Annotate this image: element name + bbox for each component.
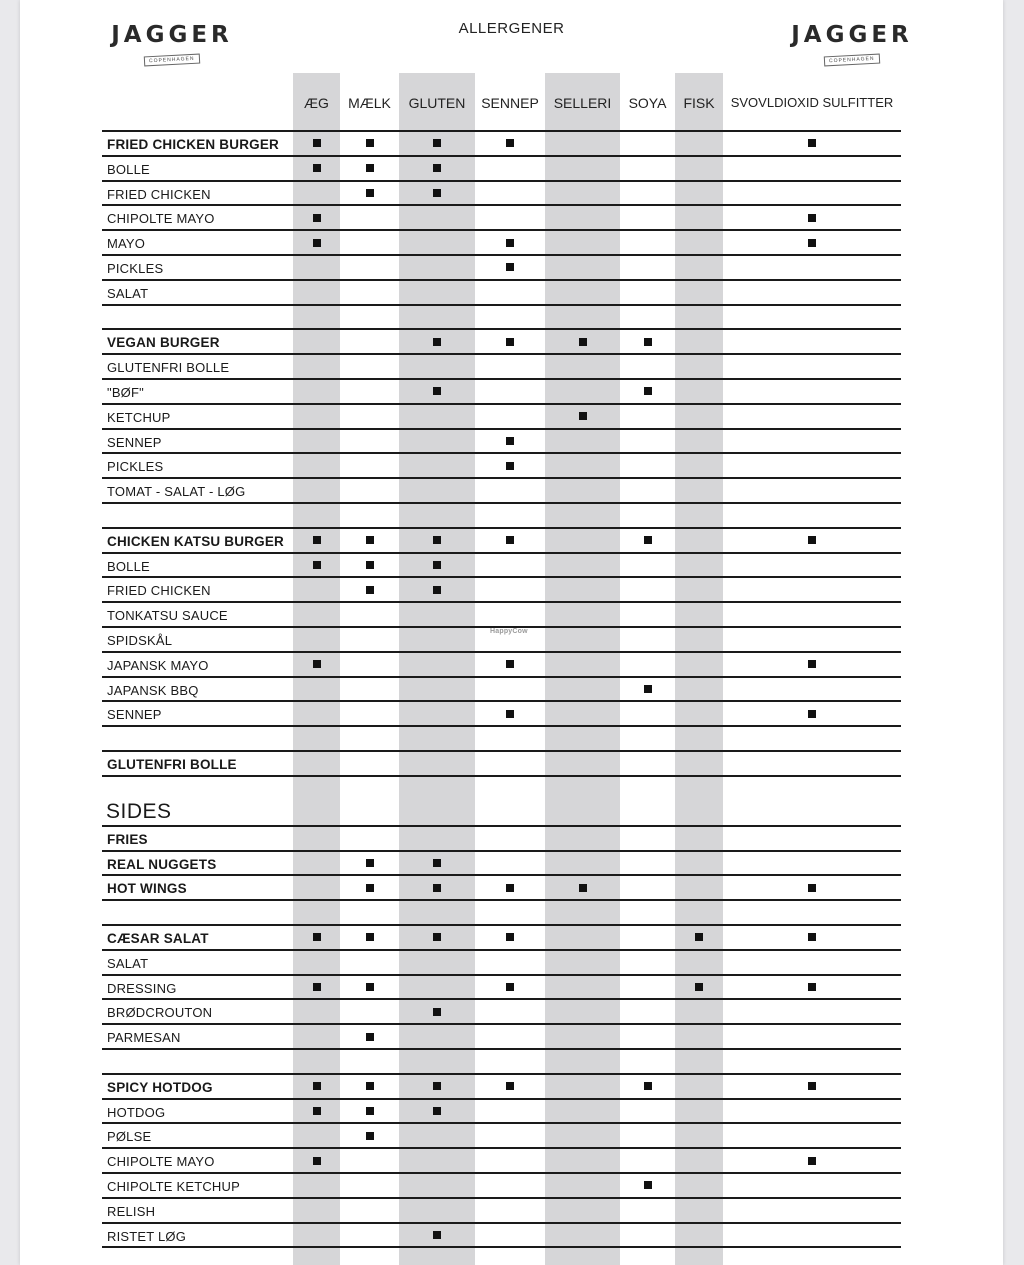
row-divider (102, 576, 901, 578)
ingredient-name: JAPANSK MAYO (107, 657, 209, 673)
allergen-mark-sennep (506, 139, 514, 147)
allergen-mark-maelk (366, 884, 374, 892)
allergen-mark-gluten (433, 1107, 441, 1115)
column-header-soya: SOYA (628, 95, 667, 111)
allergen-mark-aeg (313, 139, 321, 147)
row-divider (102, 601, 901, 603)
ingredient-name: SALAT (107, 955, 149, 971)
ingredient-name: JAPANSK BBQ (107, 682, 199, 698)
ingredient-name: GLUTENFRI BOLLE (107, 360, 230, 376)
row-divider (102, 1172, 901, 1174)
column-shade-selleri (545, 73, 620, 1265)
row-divider (102, 552, 901, 554)
ingredient-name: MAYO (107, 236, 146, 252)
row-divider (102, 180, 901, 182)
row-divider (102, 304, 901, 306)
column-header-fisk: FISK (683, 95, 715, 111)
logo-wordmark: JAGGER (111, 22, 233, 48)
allergen-mark-gluten (433, 1231, 441, 1239)
allergen-mark-aeg (313, 660, 321, 668)
ingredient-name: BOLLE (107, 161, 150, 177)
allergen-mark-selleri (579, 884, 587, 892)
allergen-mark-gluten (433, 859, 441, 867)
allergen-mark-gluten (433, 387, 441, 395)
allergen-mark-sennep (506, 710, 514, 718)
row-divider (102, 155, 901, 157)
allergen-mark-sulfit (808, 983, 816, 991)
ingredient-name: TOMAT - SALAT - LØG (107, 484, 246, 500)
dish-name: REAL NUGGETS (107, 856, 217, 872)
allergen-mark-maelk (366, 1082, 374, 1090)
allergen-mark-sennep (506, 462, 514, 470)
ingredient-name: RELISH (107, 1203, 156, 1219)
column-header-sennep: SENNEP (481, 95, 539, 111)
row-divider (102, 452, 901, 454)
row-divider (102, 1073, 901, 1075)
allergen-mark-maelk (366, 1033, 374, 1041)
row-divider (102, 750, 901, 752)
allergen-mark-sennep (506, 933, 514, 941)
allergen-mark-fisk (695, 933, 703, 941)
allergen-mark-maelk (366, 983, 374, 991)
allergen-mark-aeg (313, 933, 321, 941)
allergen-mark-sulfit (808, 1157, 816, 1165)
allergen-mark-sulfit (808, 933, 816, 941)
allergen-mark-sulfit (808, 1082, 816, 1090)
allergen-mark-maelk (366, 189, 374, 197)
allergen-mark-soya (644, 1082, 652, 1090)
column-header-maelk: MÆLK (348, 95, 391, 111)
dish-name: CÆSAR SALAT (107, 931, 209, 946)
ingredient-name: PICKLES (107, 261, 164, 276)
allergen-mark-gluten (433, 1082, 441, 1090)
allergen-mark-sulfit (808, 139, 816, 147)
allergen-mark-sennep (506, 263, 514, 271)
allergen-mark-selleri (579, 412, 587, 420)
ingredient-name: SENNEP (107, 707, 162, 723)
row-divider (102, 1147, 901, 1149)
dish-name: VEGAN BURGER (107, 335, 220, 351)
row-divider (102, 924, 901, 926)
dish-name: GLUTENFRI BOLLE (107, 757, 237, 772)
row-divider (102, 651, 901, 653)
allergen-mark-sulfit (808, 710, 816, 718)
row-divider (102, 998, 901, 1000)
ingredient-name: BRØDCROUTON (107, 1005, 213, 1021)
logo-subtitle: COPENHAGEN (144, 54, 200, 67)
column-header-selleri: SELLERI (553, 95, 612, 111)
ingredient-name: SALAT (107, 285, 149, 301)
allergen-mark-maelk (366, 933, 374, 941)
column-header-aeg: ÆG (304, 95, 329, 111)
allergen-mark-maelk (366, 561, 374, 569)
row-divider (102, 428, 901, 430)
row-divider (102, 1246, 901, 1248)
allergen-mark-gluten (433, 536, 441, 544)
allergen-mark-aeg (313, 239, 321, 247)
allergen-mark-sennep (506, 983, 514, 991)
allergen-mark-maelk (366, 586, 374, 594)
section-heading-sides: SIDES (106, 799, 172, 823)
row-divider (102, 1222, 901, 1224)
allergen-mark-gluten (433, 164, 441, 172)
allergen-mark-gluten (433, 338, 441, 346)
allergen-mark-maelk (366, 139, 374, 147)
ingredient-name: FRIED CHICKEN (107, 186, 211, 202)
row-divider (102, 527, 901, 529)
ingredient-name: PICKLES (107, 459, 164, 475)
row-divider (102, 328, 901, 330)
column-header-gluten: GLUTEN (408, 95, 466, 111)
allergen-mark-maelk (366, 536, 374, 544)
allergen-mark-aeg (313, 561, 321, 569)
ingredient-name: BOLLE (107, 558, 150, 574)
allergen-mark-sulfit (808, 884, 816, 892)
allergen-mark-fisk (695, 983, 703, 991)
ingredient-name: CHIPOLTE MAYO (107, 211, 215, 227)
ingredient-name: CHIPOLTE KETCHUP (107, 1179, 240, 1194)
row-divider (102, 353, 901, 355)
allergen-mark-soya (644, 685, 652, 693)
allergen-mark-soya (644, 536, 652, 544)
allergen-mark-soya (644, 338, 652, 346)
column-header-sulfit: SVOVLDIOXID SULFITTER (730, 95, 894, 110)
allergen-mark-aeg (313, 1107, 321, 1115)
column-shade-fisk (675, 73, 723, 1265)
page-title: ALLERGENER (458, 20, 565, 37)
row-divider (102, 1122, 901, 1124)
allergen-mark-sennep (506, 1082, 514, 1090)
row-divider (102, 899, 901, 901)
ingredient-name: KETCHUP (107, 409, 171, 425)
allergen-mark-sulfit (808, 214, 816, 222)
row-divider (102, 130, 901, 132)
allergen-mark-gluten (433, 561, 441, 569)
dish-name: CHICKEN KATSU BURGER (107, 533, 285, 549)
allergen-mark-sennep (506, 536, 514, 544)
ingredient-name: FRIED CHICKEN (107, 583, 211, 599)
allergen-mark-maelk (366, 1107, 374, 1115)
ingredient-name: "BØF" (107, 385, 144, 400)
ingredient-name: RISTET LØG (107, 1228, 187, 1244)
allergen-mark-selleri (579, 338, 587, 346)
row-divider (102, 775, 901, 777)
ingredient-name: PØLSE (107, 1129, 152, 1145)
allergen-mark-maelk (366, 859, 374, 867)
allergen-mark-maelk (366, 164, 374, 172)
allergen-mark-soya (644, 387, 652, 395)
row-divider (102, 700, 901, 702)
allergen-mark-sulfit (808, 536, 816, 544)
dish-name: SPICY HOTDOG (107, 1079, 213, 1095)
dish-name: HOT WINGS (107, 881, 187, 897)
allergen-mark-gluten (433, 189, 441, 197)
allergen-mark-gluten (433, 139, 441, 147)
row-divider (102, 825, 901, 827)
row-divider (102, 229, 901, 231)
allergen-mark-sennep (506, 338, 514, 346)
allergen-mark-sulfit (808, 660, 816, 668)
row-divider (102, 874, 901, 876)
row-divider (102, 1023, 901, 1025)
ingredient-name: PARMESAN (107, 1030, 181, 1046)
allergen-mark-aeg (313, 1082, 321, 1090)
row-divider (102, 1197, 901, 1199)
allergen-mark-aeg (313, 983, 321, 991)
allergen-mark-gluten (433, 933, 441, 941)
allergen-mark-maelk (366, 1132, 374, 1140)
allergen-mark-gluten (433, 586, 441, 594)
allergen-mark-aeg (313, 214, 321, 222)
allergen-mark-aeg (313, 164, 321, 172)
allergen-mark-soya (644, 1181, 652, 1189)
row-divider (102, 204, 901, 206)
jagger-logo-right (782, 22, 922, 66)
logo-wordmark: JAGGER (791, 22, 913, 48)
allergen-mark-aeg (313, 536, 321, 544)
row-divider (102, 403, 901, 405)
allergen-mark-gluten (433, 1008, 441, 1016)
row-divider (102, 725, 901, 727)
allergen-mark-sulfit (808, 239, 816, 247)
ingredient-name: SENNEP (107, 434, 162, 450)
row-divider (102, 279, 901, 281)
row-divider (102, 502, 901, 504)
allergen-mark-sennep (506, 884, 514, 892)
row-divider (102, 378, 901, 380)
allergen-mark-gluten (433, 884, 441, 892)
allergen-sheet (20, 0, 1003, 1265)
row-divider (102, 1048, 901, 1050)
logo-subtitle: COPENHAGEN (824, 54, 880, 67)
ingredient-name: HOTDOG (107, 1104, 166, 1120)
row-divider (102, 477, 901, 479)
ingredient-name: TONKATSU SAUCE (107, 608, 228, 624)
ingredient-name: CHIPOLTE MAYO (107, 1154, 215, 1170)
dish-name: FRIES (107, 831, 148, 847)
row-divider (102, 850, 901, 852)
row-divider (102, 949, 901, 951)
ingredient-name: DRESSING (107, 980, 177, 996)
allergen-mark-sennep (506, 437, 514, 445)
happycow-watermark: HappyCow (490, 628, 528, 635)
allergen-mark-aeg (313, 1157, 321, 1165)
allergen-mark-sennep (506, 660, 514, 668)
row-divider (102, 676, 901, 678)
row-divider (102, 974, 901, 976)
row-divider (102, 1098, 901, 1100)
ingredient-name: SPIDSKÅL (107, 633, 173, 648)
dish-name: FRIED CHICKEN BURGER (107, 137, 280, 152)
allergen-mark-sennep (506, 239, 514, 247)
row-divider (102, 254, 901, 256)
